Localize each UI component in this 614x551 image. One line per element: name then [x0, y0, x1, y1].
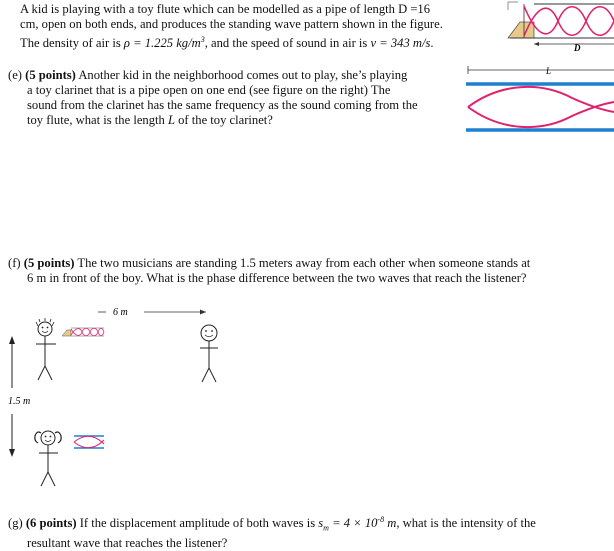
part-e-points: (5 points): [25, 68, 76, 82]
amplitude-value: $s_m = 4 \times 10^{-8}$ m: [318, 515, 397, 533]
flute-wave-2: [524, 7, 614, 36]
part-e-line-3: sound from the clarinet has the same frequency as the sound coming from the: [27, 98, 418, 112]
part-e-line-1: (e) (5 points) Another kid in the neighborhood comes out to play, she’s playing: [8, 68, 408, 82]
part-g-line-2: resultant wave that reaches the listener?: [27, 535, 228, 550]
intro-line-3: The density of air is ρ = 1.225 $kg/m^3$, and the speed of sound in air is v = 343 m/s.: [20, 35, 434, 51]
part-e-line-2: a toy clarinet that is a pipe open on one end (see figure on the right) The: [27, 83, 391, 97]
part-g: [8, 512, 536, 551]
part-f-line-2: 6 m in front of the boy. What is the phase difference between the two waves that reach the listener?: [27, 271, 527, 285]
girl-clarinet-icon: [74, 436, 104, 448]
clarinet-length-label: L: [546, 66, 552, 76]
intro-paragraph: [20, 2, 443, 51]
intro-line-1: A kid is playing with a toy flute which can be modelled as a pipe of length D =16: [20, 2, 431, 16]
part-g-line-1: (g) (6 points) If the displacement amplitude of both waves is $s_m = 4 \times 10^{-8}$ m, what is the intensity of the: [8, 515, 536, 533]
boy-flute-icon: [62, 328, 104, 336]
part-f-points: (5 points): [23, 256, 75, 270]
flute-figure: [498, 0, 614, 52]
distance-label: 6 m: [113, 307, 128, 318]
listener-figure: [200, 325, 218, 382]
density-value: ρ = 1.225 $kg/m^3$: [123, 35, 205, 51]
girl-figure: [35, 431, 61, 486]
part-g-points: (6 points): [25, 516, 77, 531]
part-f: [8, 256, 530, 286]
intro-line-2: cm, open on both ends, and produces the standing wave pattern shown in the figure.: [20, 17, 443, 31]
speed-value: v = 343 m/s: [370, 36, 431, 51]
boy-figure: [36, 318, 56, 380]
part-e: [8, 68, 418, 128]
separation-label: 1.5 m: [8, 396, 31, 407]
flute-length-label: D: [574, 43, 581, 52]
part-e-line-4: toy flute, what is the length L of the toy clarinet?: [27, 113, 273, 127]
musicians-diagram: [0, 300, 240, 500]
clarinet-figure: [462, 60, 614, 134]
part-f-line-1: (f) (5 points) The two musicians are standing 1.5 meters away from each other when someone stands at: [8, 256, 531, 270]
flute-wave-1: [524, 6, 614, 35]
